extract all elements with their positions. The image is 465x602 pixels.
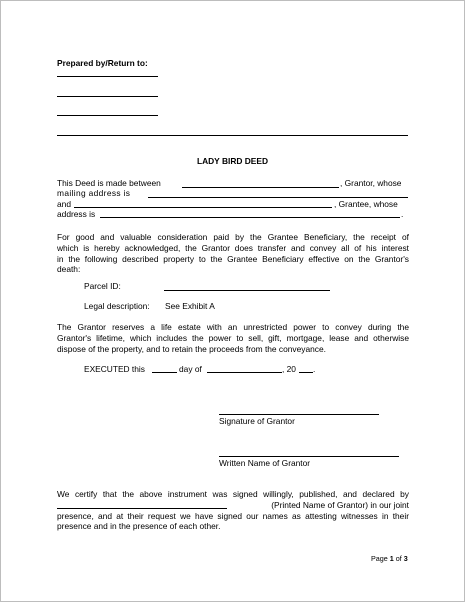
certify-line: We certify that the above instrument was signed willingly, published, and declared by [57, 489, 409, 499]
prepared-by-line-3 [57, 115, 158, 116]
page-total: 3 [403, 554, 408, 563]
written-name-label: Written Name of Grantor [219, 458, 311, 468]
consideration-line: death: [57, 264, 81, 275]
opening-line4-period: . [401, 209, 404, 219]
page-of-word: of [395, 554, 402, 563]
parcel-id-label: Parcel ID: [84, 281, 121, 291]
signature-line [219, 414, 379, 415]
mailing-address-label: mailing address is [57, 188, 131, 198]
prepared-by-line-1 [57, 76, 158, 77]
life-estate-line: The Grantor reserves a life estate with an unrestricted power to convey during the [57, 322, 409, 332]
certification-paragraph [57, 489, 409, 532]
parcel-id-blank [164, 290, 330, 291]
header-separator-line [57, 135, 408, 136]
executed-year-blank [299, 372, 313, 373]
consideration-line: which is hereby acknowledged, the Grantor does transfer and convey all of his interest [57, 242, 409, 253]
grantee-address-blank [100, 217, 400, 218]
opening-line4-text: address is [57, 209, 96, 219]
consideration-paragraph [57, 232, 409, 275]
executed-text: EXECUTED this [84, 364, 145, 374]
opening-line2-text [57, 188, 147, 199]
legal-description-label: Legal description: [84, 301, 150, 311]
executed-day-of: day of [179, 364, 202, 374]
signature-of-grantor-label: Signature of Grantor [219, 416, 295, 426]
printed-name-label: (Printed Name of Grantor) in our joint [271, 499, 409, 510]
certify-line: presence, and at their request we have signed our names as attesting witnesses in their [57, 510, 409, 521]
executed-period: . [313, 364, 316, 374]
grantee-name-blank [74, 207, 332, 208]
grantor-address-blank [148, 197, 408, 198]
consideration-line: in the following described property to the Grantee Beneficiary effective on the Grantor's [57, 253, 409, 264]
life-estate-line: dispose of the property, and to retain the proceeds from the conveyance. [57, 343, 326, 354]
life-estate-line: Grantor's lifetime, which includes the power to sell, gift, mortgage, lease and otherwise [57, 332, 409, 343]
executed-year-prefix: , 20 [282, 364, 296, 374]
prepared-by-line-2 [57, 96, 158, 97]
document-title: LADY BIRD DEED [196, 156, 269, 166]
grantor-name-blank [182, 187, 339, 188]
life-estate-paragraph [57, 322, 409, 354]
executed-month-blank [207, 372, 282, 373]
prepared-by-label: Prepared by/Return to: [57, 58, 148, 68]
page-current: 1 [389, 554, 394, 563]
written-name-line [219, 456, 399, 457]
printed-name-blank [57, 508, 227, 509]
opening-line3-text: and [57, 199, 71, 209]
executed-day-blank [152, 372, 177, 373]
opening-line3-grantee: , Grantee, whose [334, 199, 398, 209]
opening-line1-grantor: , Grantor, whose [340, 178, 402, 188]
page-number [371, 554, 408, 563]
consideration-line: For good and valuable consideration paid by the Grantee Beneficiary, the receipt of [57, 232, 409, 242]
certify-line: presence and in the presence of each other. [57, 521, 221, 532]
legal-description-value: See Exhibit A [165, 301, 215, 311]
opening-line1-text: This Deed is made between [57, 178, 161, 188]
page-word: Page [371, 554, 388, 563]
